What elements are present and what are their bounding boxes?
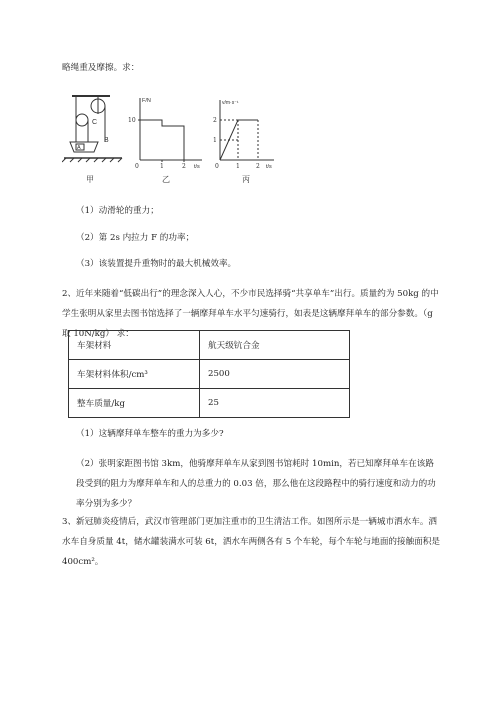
table-cell: 25 [200,389,350,418]
table-row [69,389,350,418]
chart-velocity [220,100,274,160]
bike-spec-table [68,330,350,418]
intro-line: 略绳重及摩擦。求： [62,63,140,73]
q3-text: 3、新冠肺炎疫情后，武汉市管理部门更加注重市的卫生清洁工作。如图所示是一辆城市洒水车。洒水车自身质量 4t，储水罐装满水可装 6t，洒水车两侧各有 5 个车轮，每个车轮与地面的接触面积是 400cm²。 [62,517,440,567]
table-row [69,331,350,360]
chart3-xtick-0: 0 [215,163,219,170]
label-c: C [92,119,98,126]
pulley-apparatus [62,96,122,162]
figure-svg [62,92,282,187]
chart-force [138,98,202,162]
caption-bing: 丙 [242,175,250,184]
chart3-xunit: t/s [266,164,272,170]
chart2-ytick: 10 [128,117,136,124]
table-cell: 2500 [200,360,350,389]
chart3-ytick-2: 2 [213,117,217,124]
chart2-ylabel: F/N [142,98,151,104]
q2-sub-1: （1）这辆摩拜单车整车的重力为多少? [76,429,224,439]
chart3-ytick-1: 1 [213,137,217,144]
q1-item-2: （2）第 2s 内拉力 F 的功率； [76,233,195,243]
chart3-xtick-1: 1 [236,163,240,170]
table-cell: 车架材料体积/cm³ [69,360,200,389]
chart2-xtick-0: 0 [135,163,139,170]
chart2-force-line [140,120,184,160]
chart3-xtick-2: 2 [256,163,260,170]
movable-pulley-icon [76,114,88,126]
physics-figure [62,92,282,187]
chart2-xtick-2: 2 [182,163,186,170]
q2-text: 2、近年来随着“低碳出行”的理念深入人心，不少市民选择骑“共享单车”出行。质量约为 50kg 的中学生张明从家里去图书馆选择了一辆摩拜单车水平匀速骑行，如表是这辆摩拜单车的部分参数。（g 取 10N/kg） 求： [62,289,439,339]
table-cell: 车架材料 [69,331,200,360]
chart3-ylabel: v/m·s⁻¹ [222,100,239,106]
chart2-xtick-1: 1 [160,163,164,170]
q1-item-1: （1）动滑轮的重力； [76,206,159,216]
table-cell: 航天级钪合金 [200,331,350,360]
caption-jia: 甲 [86,175,94,184]
chart2-xunit: t/s [194,164,200,170]
q1-item-3: （3）该装置提升重物时的最大机械效率。 [76,259,237,269]
table-row [69,360,350,389]
caption-yi: 乙 [162,175,170,184]
table-cell: 整车质量/kg [69,389,200,418]
q2-sub-2: （2）张明家距图书馆 3km，他骑摩拜单车从家到图书馆耗时 10min，若已知摩拜单车在该路段受到的阻力为摩拜单车和人的总重力的 0.03 倍，那么他在这段路程中的骑行速度和动力的功率分别为多少？ [76,459,436,509]
label-a: A [77,145,81,151]
label-b: B [104,137,109,144]
